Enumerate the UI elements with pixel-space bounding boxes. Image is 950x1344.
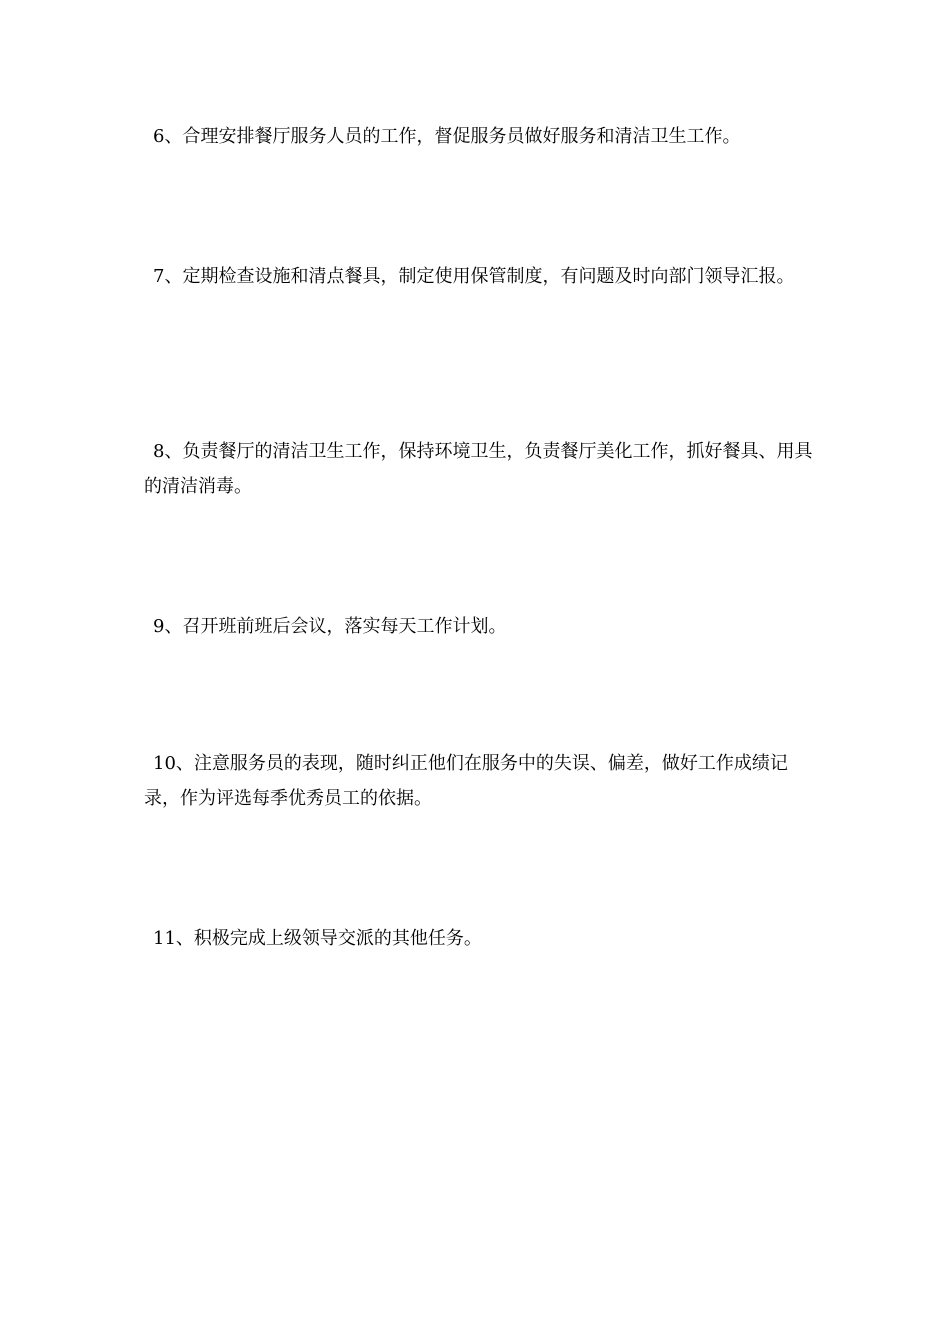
duty-item-11: 11、积极完成上级领导交派的其他任务。 [153, 928, 482, 949]
duty-item-7: 7、定期检查设施和清点餐具，制定使用保管制度，有问题及时向部门领导汇报。 [153, 266, 795, 287]
duty-item-9: 9、召开班前班后会议，落实每天工作计划。 [153, 616, 507, 637]
duty-item-6: 6、合理安排餐厅服务人员的工作，督促服务员做好服务和清洁卫生工作。 [153, 126, 741, 147]
duty-item-10: 10、注意服务员的表现，随时纠正他们在服务中的失误、偏差，做好工作成绩记录，作为评选每季优秀员工的依据。 [144, 753, 788, 809]
duty-item-8: 8、负责餐厅的清洁卫生工作，保持环境卫生，负责餐厅美化工作，抓好餐具、用具的清洁消毒。 [144, 441, 813, 497]
